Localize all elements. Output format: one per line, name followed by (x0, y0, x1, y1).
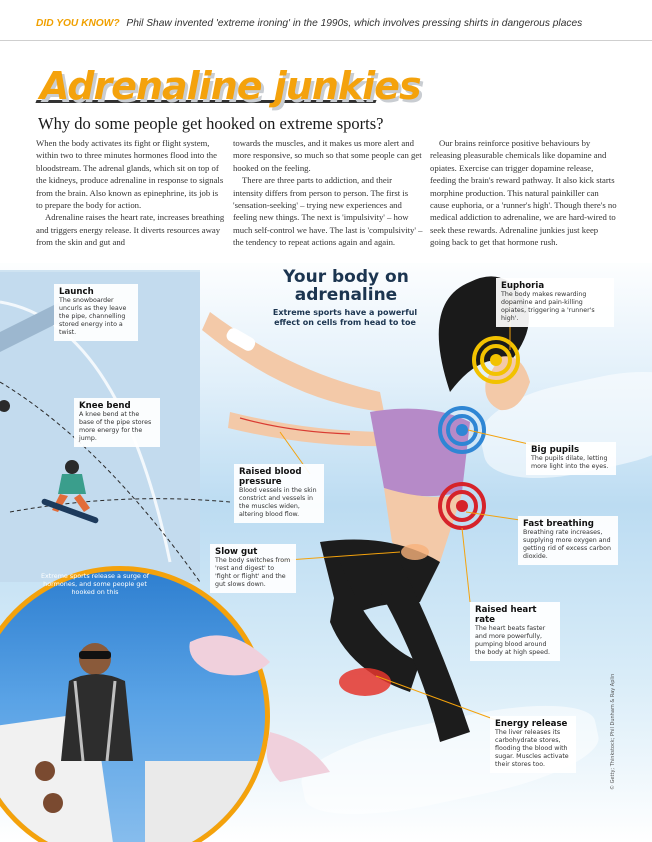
callout-knee-bend (74, 398, 160, 447)
callout-title: Raised blood pressure (239, 467, 302, 487)
callout-title: Knee bend (79, 401, 131, 411)
pupils-target (440, 408, 484, 452)
callout-title: Slow gut (215, 547, 258, 557)
callout-title: Big pupils (531, 445, 580, 455)
callout-raised-heart-rate (470, 602, 560, 661)
photo-caption: Extreme sports release a surge of hormones, and some people get hooked on this (40, 572, 150, 596)
callout-text: The snowboarder uncurls as they leave the pipe, channelling stored energy into a twist. (59, 297, 127, 336)
paragraph: There are three parts to addiction, and their intensity differs from person to person. The first is 'sensation-seeking' – trying new experiences and feeling new things. The next is 'impulsivity' – how much self-control we have. The last is 'compulsivity' – the tendency to repeat actions again and again. (233, 175, 423, 248)
image-credit: © Getty; Thinkstock; Phil Dunham & Ray Aplin (610, 673, 616, 790)
standfirst: Why do some people get hooked on extreme sports? (38, 114, 384, 133)
paragraph: Adrenaline raises the heart rate, increases breathing and triggers energy release. It diverts resources away from the skin and gut and (36, 212, 225, 248)
callout-big-pupils (526, 442, 616, 475)
callout-text: The heart beats faster and more powerfully, pumping blood around the body at high speed. (475, 625, 550, 656)
callout-title: Energy release (495, 719, 568, 729)
did-you-know-tag: DID YOU KNOW? (36, 18, 120, 29)
heart-target (440, 484, 484, 528)
callout-text: Breathing rate increases, supplying more oxygen and getting rid of excess carbon dioxide. (523, 529, 611, 560)
callout-energy-release (490, 716, 576, 773)
paragraph: When the body activates its fight or flight system, within two to three minutes hormones flood into the bloodstream. The adrenal glands, which sit on top of the kidneys, produce adrenaline in response to signals from the brain. Also known as epinephrine, its job is to prepare the body for action. (36, 138, 224, 211)
callout-text: The liver releases its carbohydrate stores, flooding the blood with sugar. Muscles activate their stores too. (495, 729, 569, 768)
callout-text: The body makes rewarding dopamine and pain-killing opiates, triggering a 'runner's high'. (501, 291, 595, 322)
headline: Adrenaline junkies (40, 64, 421, 108)
callout-title: Fast breathing (523, 519, 594, 529)
body-column-3 (430, 137, 620, 249)
callout-title: Raised heart rate (475, 605, 537, 625)
callout-slow-gut (210, 544, 296, 593)
infographic-title: Your body on adrenaline (283, 267, 409, 305)
callout-launch (54, 284, 138, 341)
did-you-know-text: Phil Shaw invented 'extreme ironing' in the 1990s, which involves pressing shirts in dangerous places (126, 18, 583, 29)
did-you-know-strip (36, 18, 636, 29)
infographic-subtitle: Extreme sports have a powerful effect on cells from head to toe (272, 308, 418, 327)
body-column-1 (36, 137, 226, 249)
euphoria-target (474, 338, 518, 382)
callout-text: The body switches from 'rest and digest' to 'fight or flight' and the gut slows down. (215, 557, 291, 588)
callout-text: The pupils dilate, letting more light into the eyes. (531, 455, 609, 470)
callout-euphoria (496, 278, 614, 327)
paragraph: Our brains reinforce positive behaviours by releasing pleasurable chemicals like dopamine and opiates. Exercise can trigger dopamine release, feeding the brain's reward pathway. It also kick starts morphine production. This natural painkiller can cause euphoria, or a 'runner's high'. Though there's no medical addiction to adrenaline, we are hard-wired to seek these rewards. Adrenaline junkies just keep going back to get that hormone rush. (430, 138, 617, 248)
callout-text: A knee bend at the base of the pipe stores more energy for the jump. (79, 411, 152, 442)
callout-text: Blood vessels in the skin constrict and vessels in the muscles widen, altering blood flow. (239, 487, 317, 518)
callout-title: Launch (59, 287, 94, 297)
paragraph: towards the muscles, and it makes us more alert and more responsive, so much so that some people can get hooked on the feeling. (233, 138, 422, 173)
callout-raised-blood-pressure (234, 464, 324, 523)
callout-title: Euphoria (501, 281, 545, 291)
callout-fast-breathing (518, 516, 618, 565)
body-column-2 (233, 137, 423, 249)
